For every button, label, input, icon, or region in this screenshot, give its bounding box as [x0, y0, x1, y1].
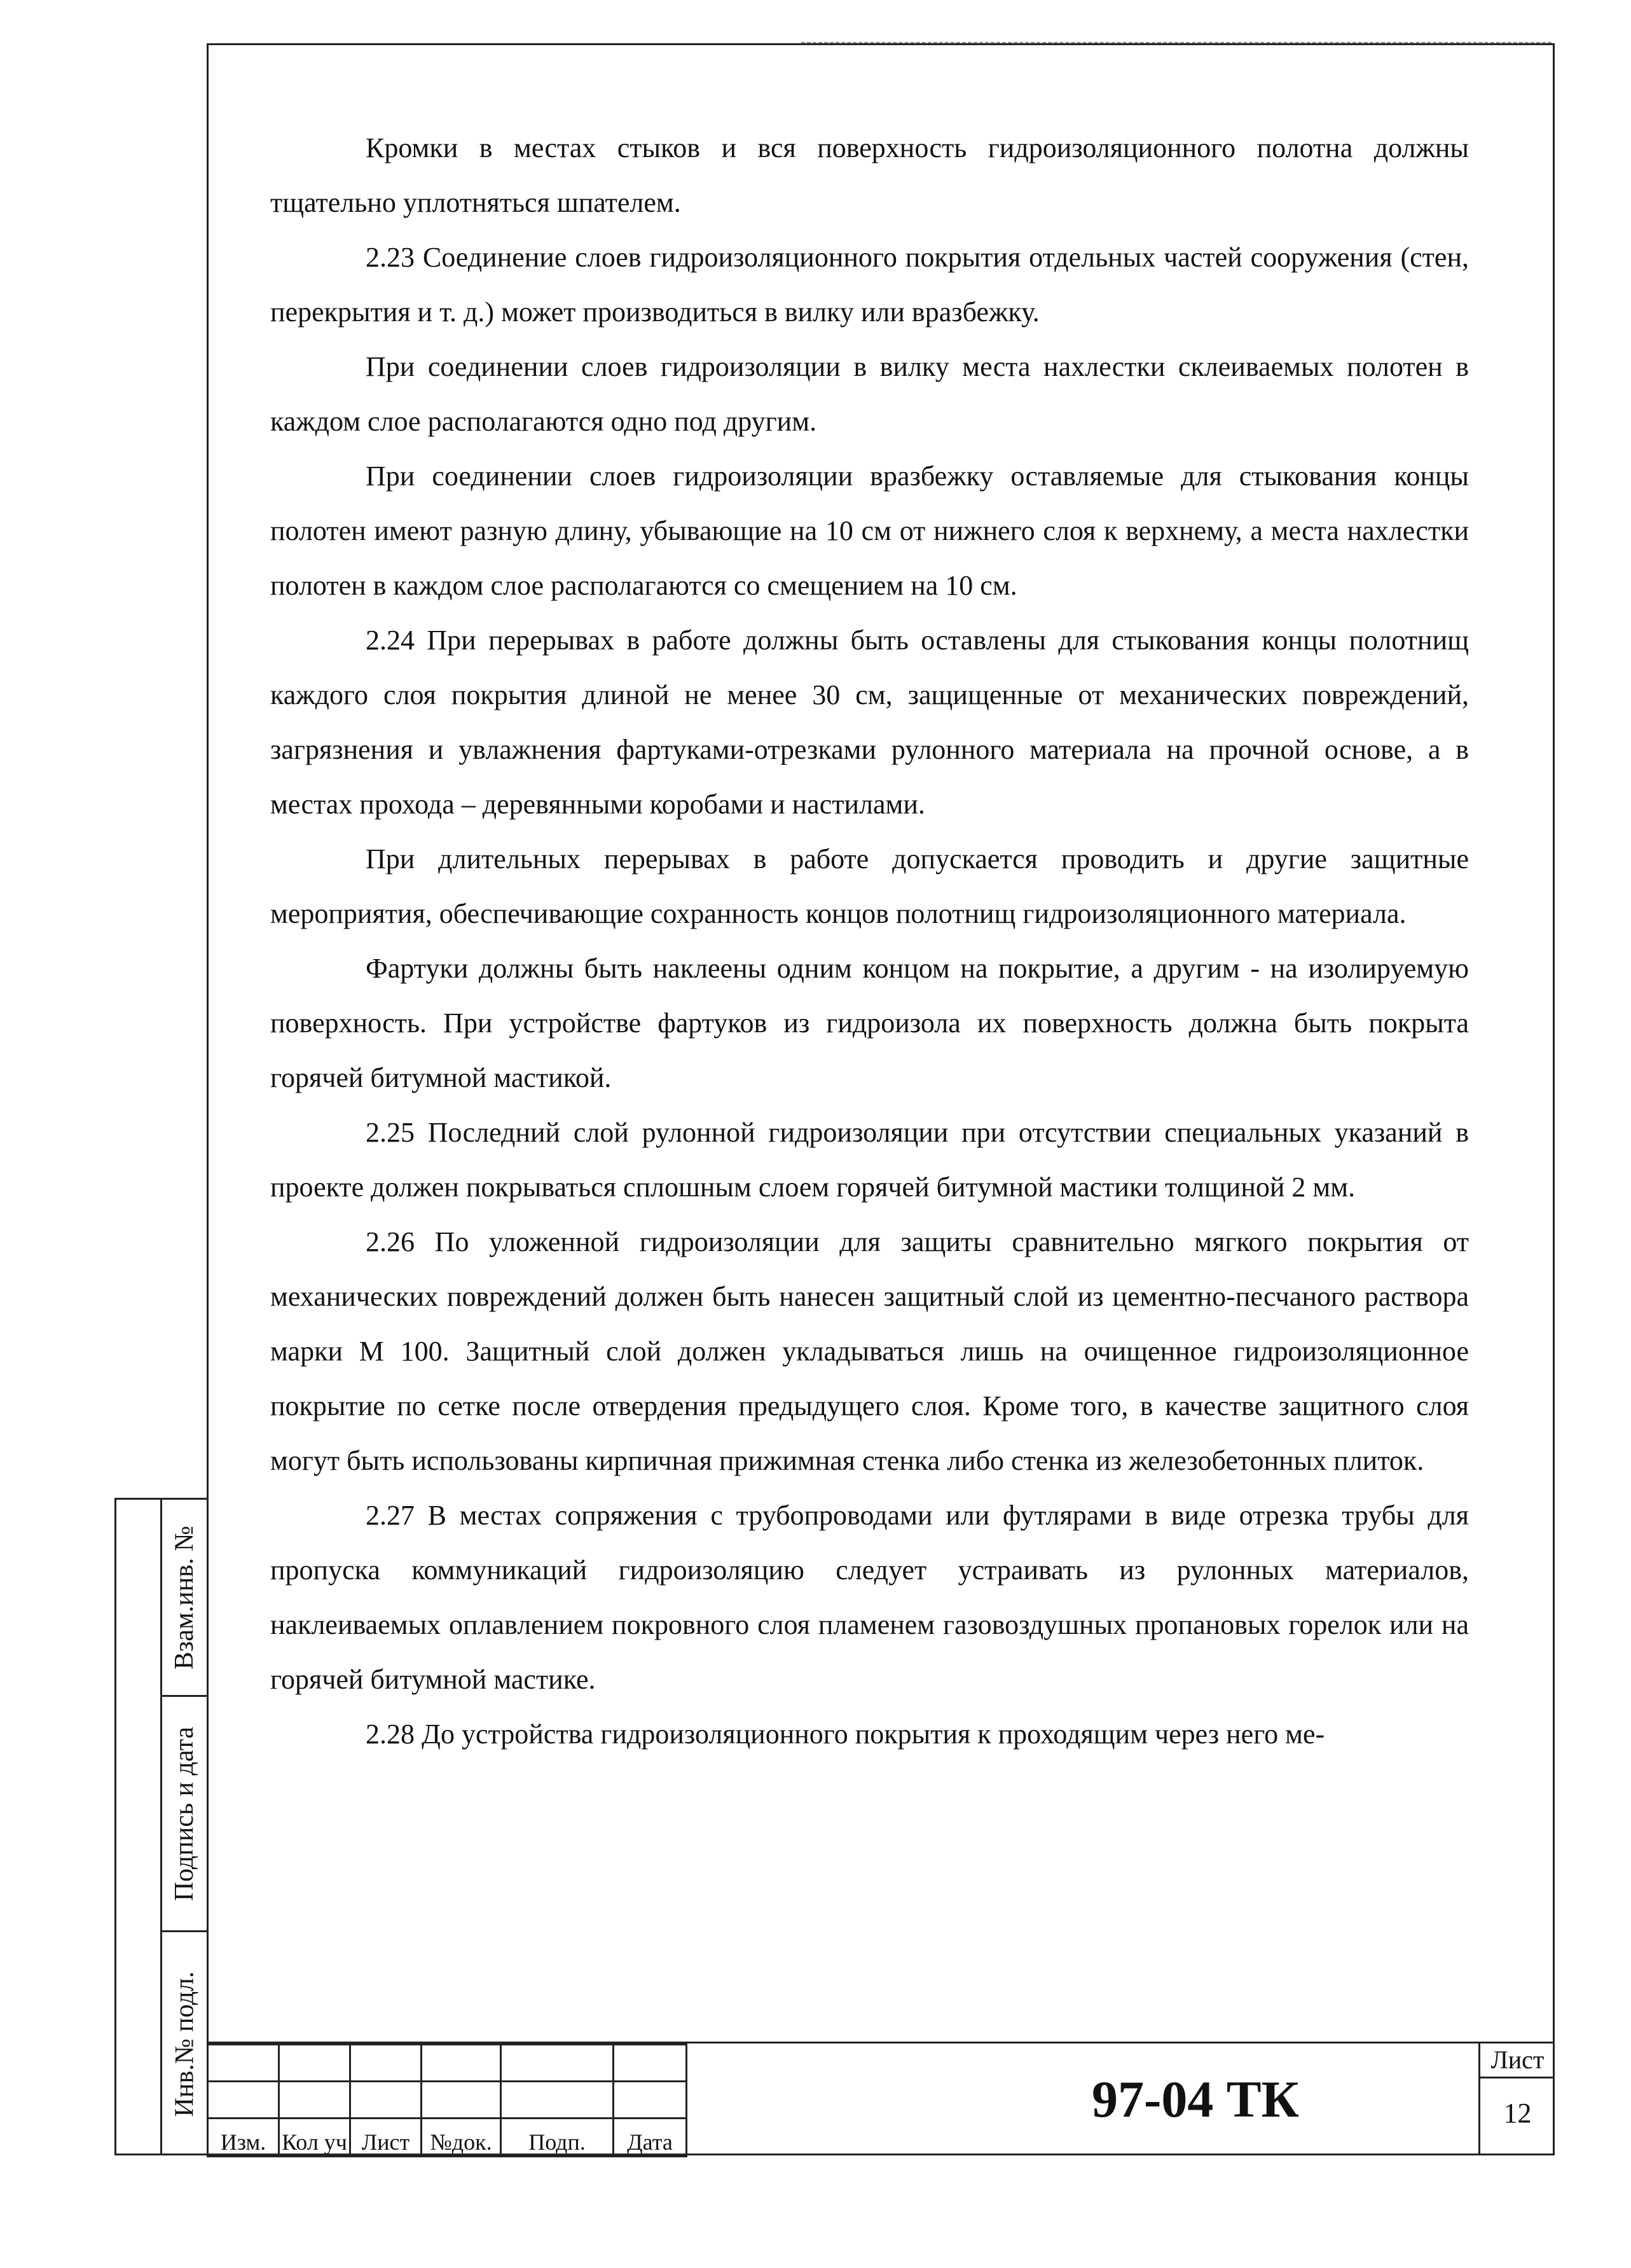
col-header-signature: Подп.: [501, 2119, 614, 2157]
document-body: [270, 121, 1469, 1762]
sheet-number: 12: [1503, 2098, 1532, 2129]
document-code: 97-04 ТК: [1092, 2070, 1299, 2128]
paragraph: 2.26 По уложенной гидроизоляции для защиты сравнительно мягкого покрытия от механических повреждений должен быть нанесен защитный слой из цементно-песчаного раствора марки М 100. Защитный слой должен укладываться лишь на очищенное гидроизоляционное покрытие по сетке после отвердения предыдущего слоя. Кроме того, в качестве защитного слоя могут быть использованы кирпичная прижимная стенка либо стенка из железобетонных плиток.: [270, 1226, 1469, 1476]
col-header-qty: Кол уч: [279, 2119, 350, 2157]
paragraph: Фартуки должны быть наклеены одним концом на покрытие, а другим - на изолируемую поверхность. При устройстве фартуков из гидроизола их поверхность должна быть покрыта горячей битумной мастикой.: [270, 953, 1469, 1093]
paragraph: 2.24 При перерывах в работе должны быть оставлены для стыкования концы полотнищ каждого слоя покрытия длиной не менее 30 см, защищенные от механических повреждений, загрязнения и увлажнения фартуками-отрезками рулонного материала на прочной основе, а в местах прохода – деревянными коробами и настилами.: [270, 625, 1469, 820]
inv-replace-label: Взам.инв. №: [170, 1525, 199, 1670]
inv-original-label: Инв.№ подл.: [170, 1971, 199, 2117]
paragraph: При соединении слоев гидроизоляции в вилку места нахлестки склеиваемых полотен в каждом слое располагаются одно под другим.: [270, 351, 1469, 437]
revision-table: [207, 2043, 687, 2157]
col-header-date: Дата: [614, 2119, 687, 2157]
paragraph: 2.23 Соединение слоев гидроизоляционного покрытия отдельных частей сооружения (стен, перекрытия и т. д.) может производиться в вилку или вразбежку.: [270, 242, 1469, 328]
signature-date-label: Подпись и дата: [170, 1726, 199, 1901]
sheet-label: Лист: [1480, 2043, 1555, 2078]
paragraph: 2.27 В местах сопряжения с трубопроводами или футлярами в виде отрезка трубы для пропуска коммуникаций гидроизоляцию следует устраивать из рулонных материалов, наклеиваемых оплавлением покровного слоя пламенем газовоздушных пропановых горелок или на горячей битумной мастике.: [270, 1500, 1469, 1695]
paragraph: 2.28 До устройства гидроизоляционного покрытия к проходящим через него ме-: [366, 1718, 1325, 1750]
col-header-doc-no: №док.: [422, 2119, 501, 2157]
paragraph: При соединении слоев гидроизоляции вразбежку оставляемые для стыкования концы полотен имеют разную длину, убывающие на 10 см от нижнего слоя к верхнему, а места нахлестки полотен в каждом слое располагаются со смещением на 10 см.: [270, 460, 1469, 601]
inv-replace-cell: [162, 1500, 207, 1697]
col-header-sheet: Лист: [350, 2119, 422, 2157]
title-block: [207, 2042, 1555, 2155]
col-header-change: Изм.: [208, 2119, 279, 2157]
paragraph: 2.25 Последний слой рулонной гидроизоляции при отсутствии специальных указаний в проекте должен покрываться сплошным слоем горячей битумной мастики толщиной 2 мм.: [270, 1117, 1469, 1203]
side-strip-label-column: [162, 1500, 209, 2154]
paragraph: При длительных перерывах в работе допускается проводить и другие защитные мероприятия, обеспечивающие сохранность концов полотнищ гидроизоляционного материала.: [270, 843, 1469, 929]
sheet-box: [1478, 2043, 1555, 2155]
side-strip-left-column: [116, 1500, 162, 2154]
signature-date-cell: [162, 1697, 207, 1932]
paragraph: Кромки в местах стыков и вся поверхность гидроизоляционного полотна должны тщательно уплотняться шпателем.: [270, 132, 1469, 218]
inv-original-cell: [162, 1932, 207, 2155]
side-stamp-strip: [114, 1498, 209, 2155]
